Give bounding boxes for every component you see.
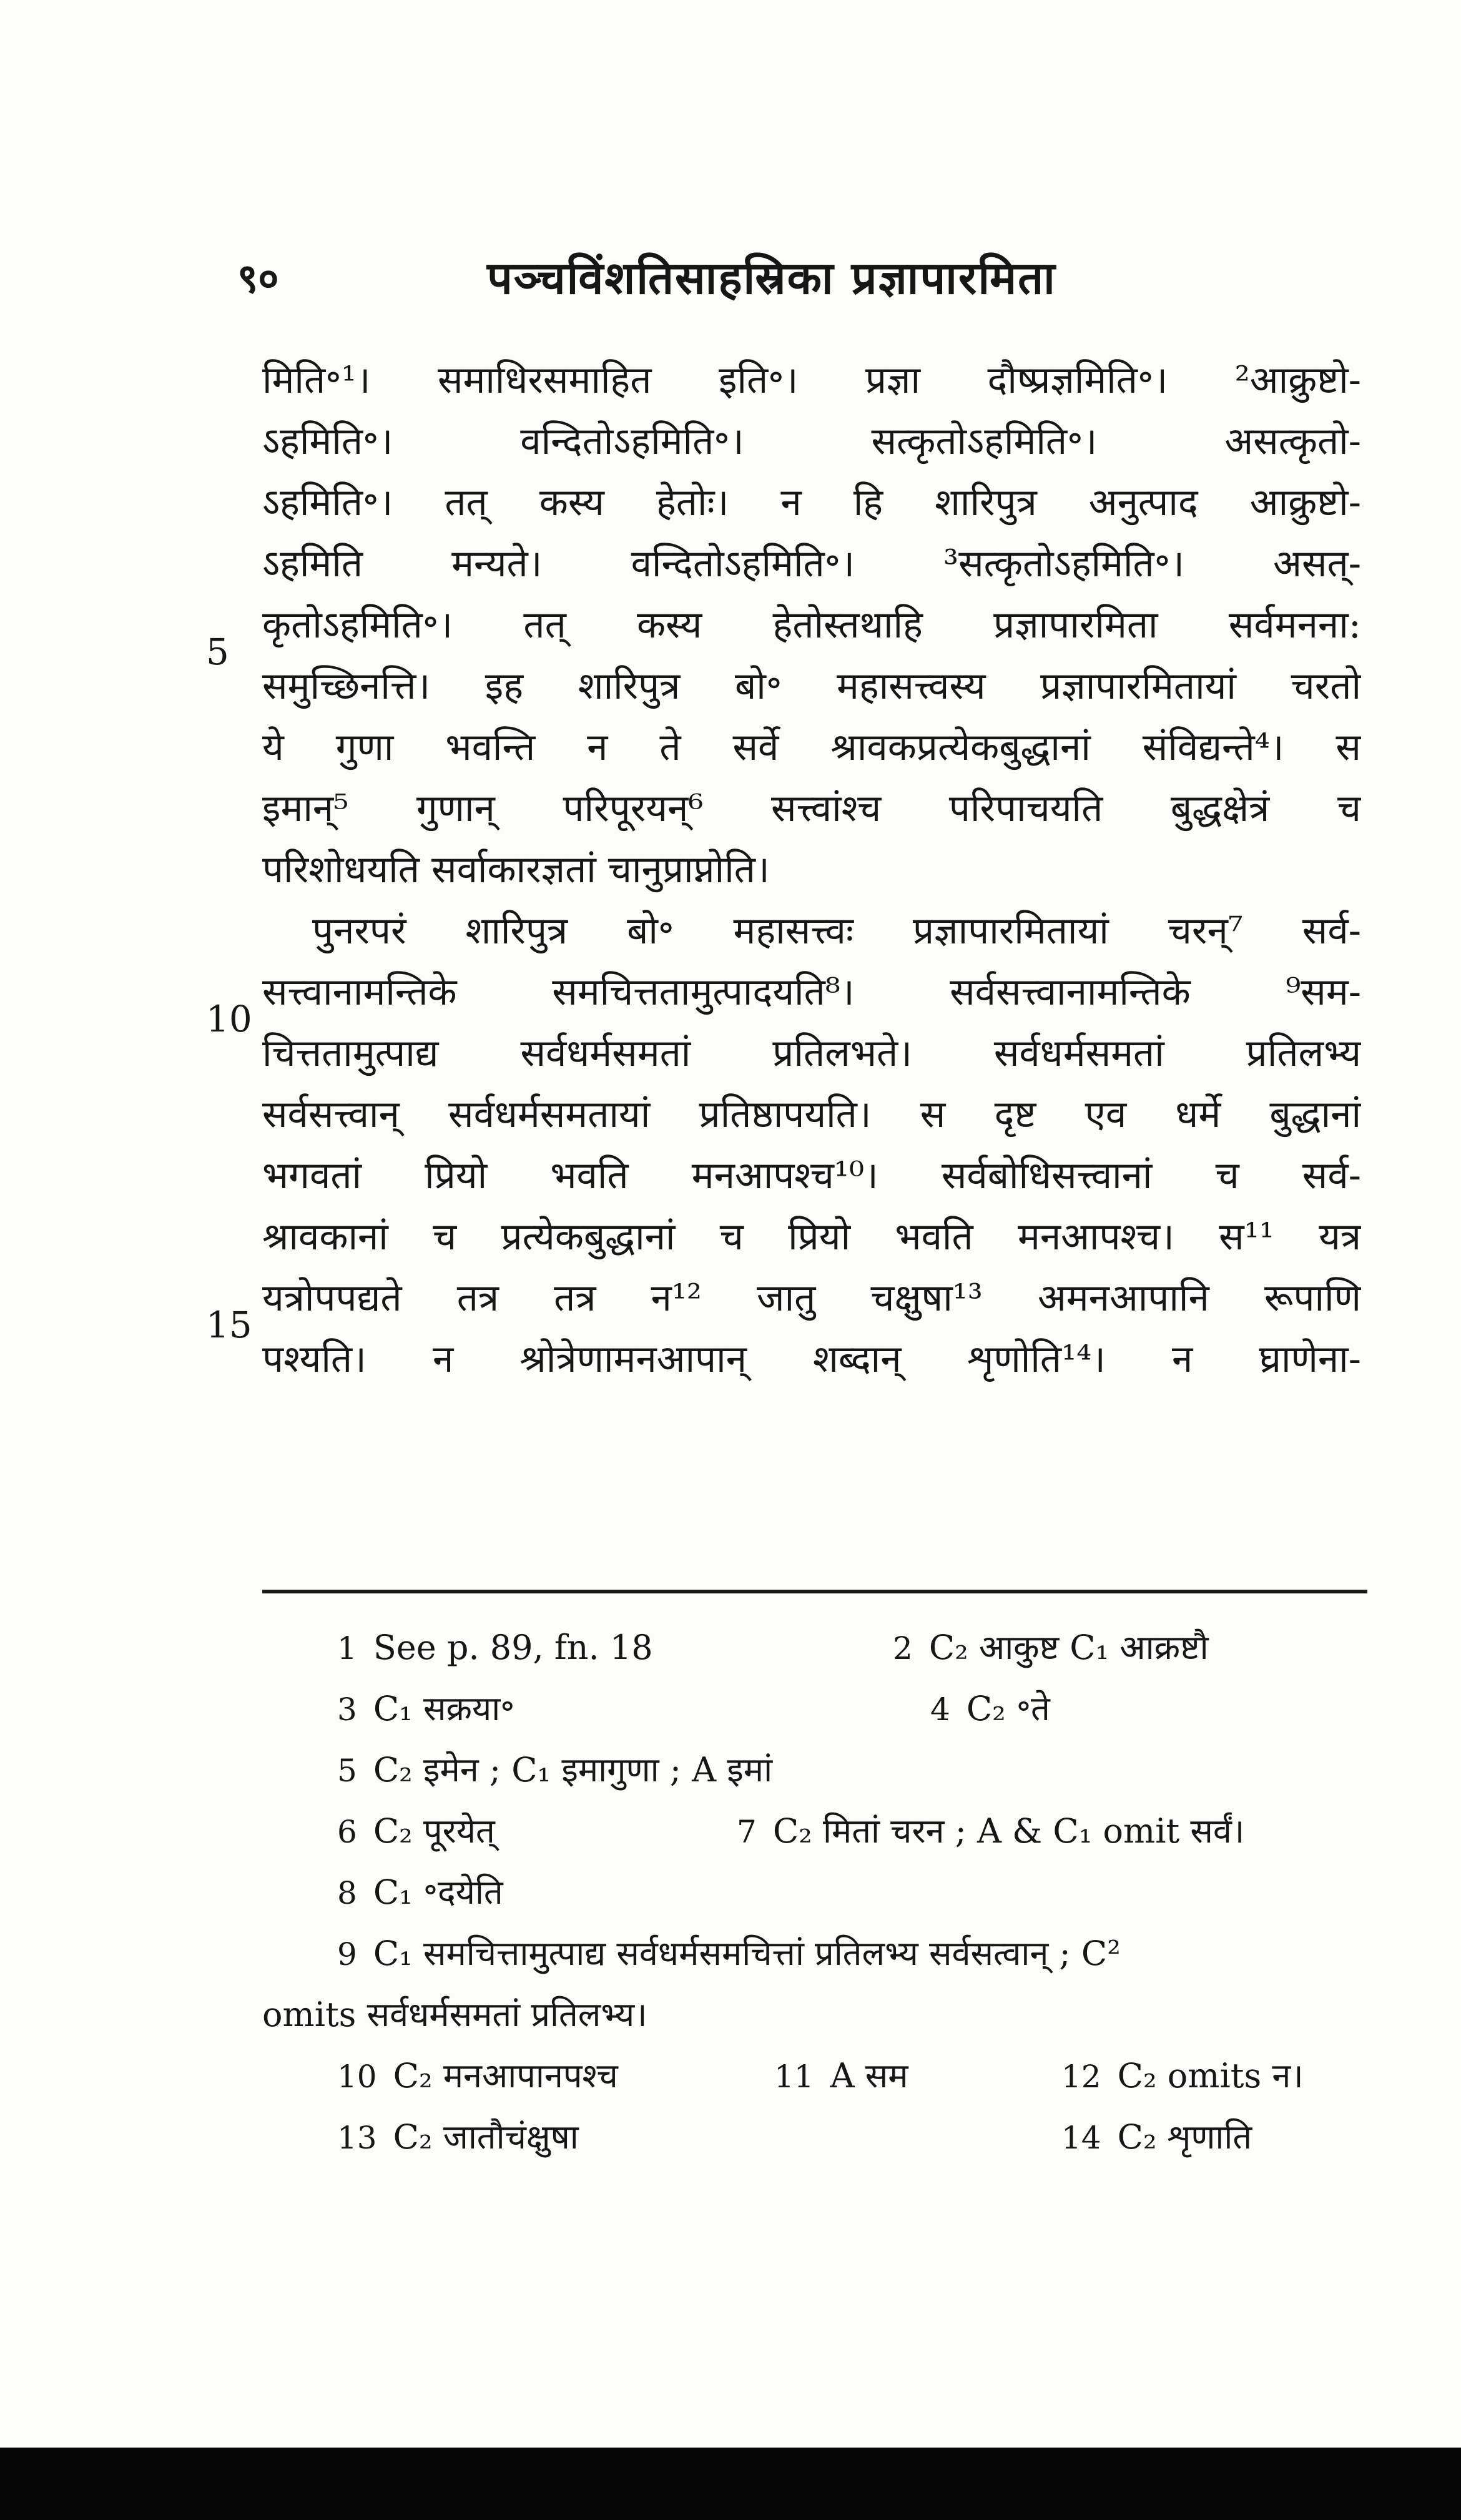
footnote: 14 C₂ शृणाति [1061, 2117, 1252, 2157]
footnote-divider [262, 1590, 1367, 1593]
text-line: समुच्छिनत्ति। इह शारिपुत्र बो॰ महासत्त्वस्य प्रज्ञापारमितायां चरतो [262, 664, 1361, 708]
footnote: 10 C₂ मनआपानपश्च [337, 2056, 618, 2095]
line-number-5: 5 [206, 631, 229, 673]
text-line: मिति॰¹। समाधिरसमाहित इति॰। प्रज्ञा दौष्प्रज्ञमिति॰। ²आक्रुष्टो- [262, 358, 1361, 402]
footnote: 5 C₂ इमेन ; C₁ इमागुणा ; A इमां [337, 1750, 773, 1789]
text-line: परिशोधयति सर्वाकारज्ञतां चानुप्राप्नोति। [262, 848, 770, 892]
text-line: चित्ततामुत्पाद्य सर्वधर्मसमतां प्रतिलभते। सर्वधर्मसमतां प्रतिलभ्य [262, 1031, 1361, 1075]
line-number-15: 15 [206, 1304, 252, 1346]
footnote: 4 C₂ ॰ते [930, 1689, 1050, 1728]
footnote: 13 C₂ जातौचंक्षुषा [337, 2117, 579, 2157]
text-line: ये गुणा भवन्ति न ते सर्वे श्रावकप्रत्येकबुद्धानां संविद्यन्ते⁴। स [262, 726, 1361, 769]
footnote: omits सर्वधर्मसमतां प्रतिलभ्य। [262, 1995, 647, 2034]
footnote: 9 C₁ समचित्तामुत्पाद्य सर्वधर्मसमचित्तां प्रतिलभ्य सर्वसत्वान् ; C² [337, 1934, 1121, 1973]
footnote-row [262, 2107, 1367, 2168]
footnote-row [262, 1678, 1367, 1740]
footnote: 11 A सम [774, 2056, 908, 2095]
text-line: सर्वसत्त्वान् सर्वधर्मसमतायां प्रतिष्ठापयति। स दृष्ट एव धर्मे बुद्धानां [262, 1093, 1361, 1136]
footnote: 2 C₂ आकुष्ट C₁ आक्रष्टौ [893, 1628, 1209, 1667]
footnote-row [262, 1740, 1367, 1801]
text-line: भगवतां प्रियो भवति मनआपश्च¹⁰। सर्वबोधिसत्त्वानां च सर्व- [262, 1154, 1361, 1198]
footnote: 1 See p. 89, fn. 18 [337, 1628, 653, 1667]
text-line: ऽहमिति मन्यते। वन्दितोऽहमिति॰। ³सत्कृतोऽहमिति॰। असत्- [262, 542, 1361, 586]
footnote: 12 C₂ omits न। [1061, 2056, 1304, 2095]
footnote-row [262, 1617, 1367, 1678]
footnotes [262, 1617, 1367, 2168]
footnote: 6 C₂ पूरयेत् [337, 1811, 495, 1851]
line-number-10: 10 [206, 998, 252, 1040]
text-line: ऽहमिति॰। वन्दितोऽहमिति॰। सत्कृतोऽहमिति॰। असत्कृतो- [262, 420, 1361, 463]
text-line: पश्यति। न श्रोत्रेणामनआपान् शब्दान् शृणोति¹⁴। न घ्राणेना- [262, 1337, 1361, 1381]
page-number: ९० [237, 255, 279, 302]
footnote-row [262, 2045, 1367, 2107]
text-line: यत्रोपपद्यते तत्र तत्र न¹² जातु चक्षुषा¹³ अमनआपानि रूपाणि [262, 1276, 1361, 1320]
text-line: इमान्⁵ गुणान् परिपूरयन्⁶ सत्त्वांश्च परिपाचयति बुद्धक्षेत्रं च [262, 787, 1361, 830]
text-line: श्रावकानां च प्रत्येकबुद्धानां च प्रियो भवति मनआपश्च। स¹¹ यत्र [262, 1215, 1361, 1259]
footnote: 3 C₁ सक्रया॰ [337, 1689, 515, 1728]
page-header [0, 250, 1461, 325]
text-line: पुनरपरं शारिपुत्र बो॰ महासत्त्वः प्रज्ञापारमितायां चरन्⁷ सर्व- [312, 909, 1361, 953]
main-text [262, 350, 1361, 1390]
footnote-continuation [262, 1984, 1367, 2045]
footnote: 8 C₁ ॰दयेति [337, 1873, 503, 1912]
text-line: कृतोऽहमिति॰। तत् कस्य हेतोस्तथाहि प्रज्ञापारमिता सर्वमनना: [262, 603, 1361, 647]
text-line: ऽहमिति॰। तत् कस्य हेतोः। न हि शारिपुत्र अनुत्पाद आक्रुष्टो- [262, 481, 1361, 524]
footnote-row [262, 1801, 1367, 1862]
footnote-row [262, 1923, 1367, 1984]
footnote: 7 C₂ मितां चरन ; A & C₁ omit सर्वं। [737, 1811, 1245, 1851]
text-line: सत्त्वानामन्तिके समचित्ततामुत्पादयति⁸। सर्वसत्त्वानामन्तिके ⁹सम- [262, 970, 1361, 1014]
scan-border [0, 2448, 1461, 2520]
running-title: पञ्चविंशतिसाहस्रिका प्रज्ञापारमिता [487, 251, 1056, 304]
footnote-row [262, 1862, 1367, 1923]
